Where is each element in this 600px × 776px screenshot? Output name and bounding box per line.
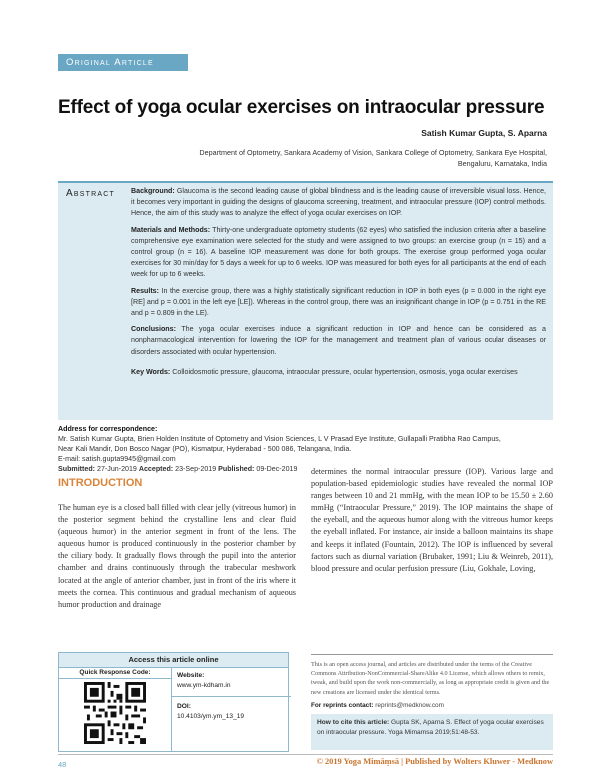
reprints-label: For reprints contact: xyxy=(311,702,374,709)
section-tag: Original Article xyxy=(58,54,188,71)
keywords-text: Colloidosmotic pressure, glaucoma, intraocular pressure, ocular hypertension, osmosis, yoga ocular exercises xyxy=(172,367,518,376)
abstract-background xyxy=(131,186,546,220)
intro-heading: INTRODUCTION xyxy=(58,477,143,489)
published-date: 09-Dec-2019 xyxy=(256,465,298,473)
website-label: Website: xyxy=(177,672,205,679)
published-label: Published: xyxy=(218,465,255,473)
accepted-label: Accepted: xyxy=(138,465,174,473)
footer-text: © 2019 Yoga Mimāṃsā | Published by Wolters Kluwer - Medknow xyxy=(316,757,553,766)
article-title: Effect of yoga ocular exercises on intraocular pressure xyxy=(58,97,545,118)
doi-link[interactable]: 10.4103/ym.ym_13_19 xyxy=(177,713,245,720)
intro-column-1: The human eye is a closed ball filled with clear jelly (vitreous humor) in the posterior segment behind the crystalline lens and clear fluid (aqueous humor) in the anterior segment in front of the lens. The aqueous humor is produced continuously in the posterior chamber by the ciliary body. It gradually flows through the pupil into the anterior chamber and drains continuously through the trabecular meshwork located at the angle of anterior chamber, just in front of the iris where it meets the cornea. This continuous and gradual mechanism of aqueous humor production and drainage xyxy=(58,503,296,609)
abstract-label: Abstract xyxy=(66,188,115,199)
correspondence-head: Address for correspondence: xyxy=(58,425,158,433)
footer-rule xyxy=(58,754,553,755)
affiliation xyxy=(127,147,547,169)
abstract-box xyxy=(58,181,553,420)
abstract-keywords xyxy=(131,367,546,378)
authors: Satish Kumar Gupta, S. Aparna xyxy=(421,128,547,138)
abstract-methods xyxy=(131,225,546,281)
accepted-date: 23-Sep-2019 xyxy=(175,465,217,473)
doi-label: DOI: xyxy=(177,703,191,710)
background-text: Glaucoma is the second leading cause of global blindness and is the leading cause of irreversible visual loss. Hence, it becomes very important in guiding the designs of glaucoma screening, treatment, and intraocular pressure (IOP) control methods. Hence, the aim of this study was to analyze the effect of yoga ocular exercises on IOP. xyxy=(131,187,546,218)
correspondence-line-1: Mr. Satish Kumar Gupta, Brien Holden Institute of Optometry and Vision Sciences, L V Prasad Eye Institute, Gullapalli Pratibha Rao Campus, xyxy=(58,435,501,443)
affiliation-line-1: Department of Optometry, Sankara Academy of Vision, Sankara College of Optometry, Sankara Eye Hospital, xyxy=(199,148,547,157)
cite-text: Gupta SK, Aparna S. Effect of yoga ocular exercises on intraocular pressure. Yoga Mimamsa 2019;51:48-53. xyxy=(317,719,544,736)
cite-box xyxy=(311,714,553,750)
divider xyxy=(171,696,291,697)
reprints xyxy=(311,702,444,709)
keywords-head: Key Words: xyxy=(131,367,171,376)
access-box xyxy=(58,652,289,752)
background-head: Background: xyxy=(131,187,175,195)
methods-text: Thirty-one undergraduate optometry students (62 eyes) who satisfied the inclusion criteria after a baseline comprehensive eye examination were selected for the study and were assigned to two groups: an exercise group (n = 15) and a control group (n = 16). A baseline IOP measurement was done for both groups. The exercise group performed yoga ocular exercises for 30 min/day for 5 days a week for up to 6 weeks. IOP was measured for both eyes for all participants at the end of each week for up to 6 weeks. xyxy=(131,225,546,279)
page-number: 48 xyxy=(58,760,67,769)
abstract-body xyxy=(131,186,546,383)
submitted-label: Submitted: xyxy=(58,465,96,473)
qr-column xyxy=(59,667,172,751)
website-column xyxy=(177,671,285,722)
reprints-email[interactable]: reprints@medknow.com xyxy=(375,702,444,709)
abstract-conclusions xyxy=(131,324,546,358)
conclusions-text: The yoga ocular exercises induce a significant reduction in IOP and hence can be considered as a nonpharmacological intervention for lowering the IOP for the management and treatment plan of various ocular diseases or disorders associated with ocular hypertension. xyxy=(131,325,546,356)
intro-column-2: determines the normal intraocular pressure (IOP). Various large and population-based epidemiologic studies have revealed the normal IOP ranges between 10 and 21 mmHg, with the mean IOP to be 15.50 ± 2.60 mmHg (“Intraocular Pressure,” 2019). The IOP maintains the shape of the eyeball, and the aqueous humor along with the vitreous humor keeps the eyeball inflated. For instance, air inside a balloon maintains its shape and keeps it inflated (Fountain, 2012). The IOP is influenced by several factors such as diurnal variation (Brubaker, 1991; Liu & Weinreb, 2011), blood pressure and ocular perfusion pressure (Liu, Gokhale, Loving, xyxy=(311,467,553,573)
conclusions-head: Conclusions: xyxy=(131,325,176,334)
results-head: Results: xyxy=(131,286,159,295)
submitted-date: 27-Jun-2019 xyxy=(97,465,137,473)
license-text: This is an open access journal, and articles are distributed under the terms of the Creative Commons Attribution-NonCommercial-ShareAlike 4.0 License, which allows others to remix, tweak, and build upon the work non-commercially, as long as appropriate credit is given and the new creations are licensed under the identical terms. xyxy=(311,654,553,697)
affiliation-line-2: Bengaluru, Karnataka, India xyxy=(457,159,547,168)
qr-code-icon[interactable] xyxy=(84,682,146,744)
qr-label: Quick Response Code: xyxy=(59,667,171,679)
results-text: In the exercise group, there was a highly statistically significant reduction in IOP in both eyes (p = 0.000 in the right eye [RE] and p = 0.001 in the left eye [LE]). Whereas in the control group, there was an insignificant change in IOP (p = 0.751 in the RE and p = 0.809 in the LE). xyxy=(131,286,546,318)
access-title: Access this article online xyxy=(59,653,288,668)
website-link[interactable]: www.ym-kdham.in xyxy=(177,682,231,689)
methods-head: Materials and Methods: xyxy=(131,225,211,234)
cite-label: How to cite this article: xyxy=(317,719,390,726)
correspondence-email[interactable]: E-mail: satish.gupta9945@gmail.com xyxy=(58,455,176,463)
abstract-results xyxy=(131,286,546,320)
correspondence-line-2: Near Kali Mandir, Don Bosco Nagar (PO), Kismatpur, Hyderabad - 500 086, Telangana, India. xyxy=(58,445,352,453)
